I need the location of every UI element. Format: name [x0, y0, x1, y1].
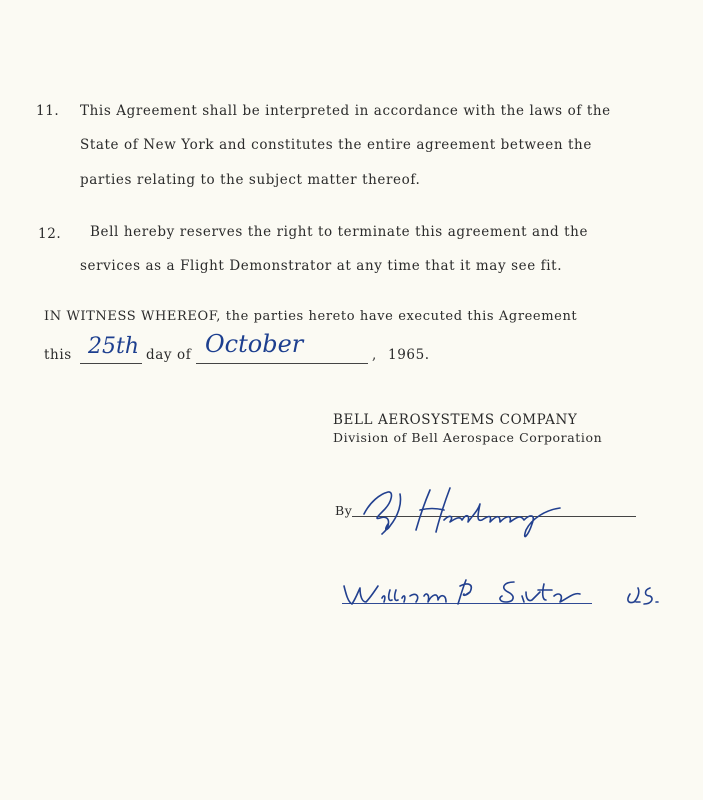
clause-number: 11.: [36, 103, 60, 119]
witness-comma: ,: [372, 347, 377, 363]
handwritten-day: 25th: [88, 334, 140, 359]
witness-year: 1965.: [388, 347, 430, 363]
clause-line: State of New York and constitutes the entire agreement between the: [80, 137, 592, 153]
signature-hartung: [350, 480, 580, 550]
signer2-text: [350, 575, 358, 576]
signer2-suffix: [630, 575, 632, 576]
clause-line: Bell hereby reserves the right to terminate this agreement and the: [90, 224, 589, 240]
month-blank-line: [196, 363, 368, 364]
signature-sieter: [338, 572, 678, 617]
clause-line: This Agreement shall be interpreted in accordance with the laws of the: [80, 103, 611, 119]
signer1-text: [360, 480, 367, 481]
witness-this: this: [44, 347, 72, 363]
day-blank-line: [80, 363, 142, 364]
company-name: BELL AEROSYSTEMS COMPANY: [333, 412, 578, 428]
handwritten-month: October: [205, 330, 304, 358]
company-division: Division of Bell Aerospace Corporation: [333, 430, 603, 445]
clause-line: services as a Flight Demonstrator at any time that it may see fit.: [80, 258, 563, 274]
clause-number: 12.: [38, 226, 62, 242]
witness-clause: IN WITNESS WHEREOF, the parties hereto have executed this Agreement: [44, 309, 578, 324]
by-label: By: [335, 503, 353, 518]
witness-day-of: day of: [146, 347, 192, 363]
clause-line: parties relating to the subject matter thereof.: [80, 172, 421, 188]
